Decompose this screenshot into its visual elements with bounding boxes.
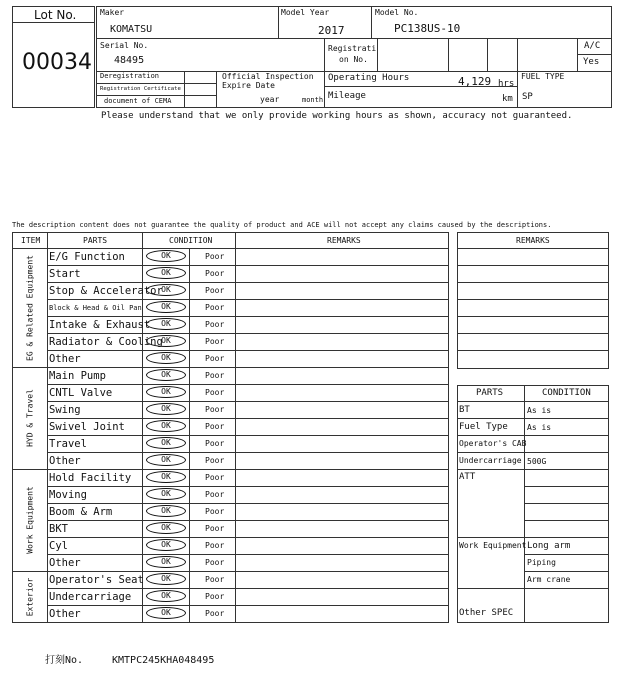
- part-name: Main Pump: [49, 370, 106, 382]
- inspection-row: [12, 299, 448, 316]
- registration-label-1: Registrati: [328, 44, 377, 53]
- part-name: Hold Facility: [49, 472, 132, 484]
- ok-mark: OK: [146, 505, 186, 517]
- ok-mark: OK: [146, 454, 186, 466]
- poor-option: Poor: [205, 405, 225, 414]
- poor-option: Poor: [205, 269, 225, 278]
- lot-number: 00034: [22, 50, 92, 75]
- part-name: Other: [49, 455, 81, 467]
- inspection-row: [12, 350, 448, 367]
- inspection-label-1: Official Inspection: [222, 72, 314, 81]
- poor-option: Poor: [205, 609, 225, 618]
- parts-panel: [457, 385, 609, 623]
- inspection-rows: [12, 248, 449, 623]
- lot-label: Lot No.: [34, 8, 77, 22]
- model-no-value: PC138US-10: [394, 22, 461, 35]
- inspection-row: [12, 265, 448, 282]
- ok-mark: OK: [146, 607, 186, 619]
- part-name: Intake & Exhaust: [49, 319, 151, 331]
- item-group-label: Work Equipment: [25, 486, 34, 554]
- part-name: Stop & Accelerator: [49, 285, 163, 297]
- inspection-row: [12, 367, 448, 384]
- inspection-row: [12, 435, 448, 452]
- operating-hours-label: Operating Hours: [328, 73, 410, 83]
- part-name: Start: [49, 268, 81, 280]
- parts-panel-col-condition: CONDITION: [542, 388, 591, 398]
- part-name: BKT: [49, 523, 68, 535]
- part-name: Moving: [49, 489, 87, 501]
- model-year-value: 2017: [318, 24, 345, 37]
- part-name: Other: [49, 557, 81, 569]
- part-name: Undercarriage: [49, 591, 132, 603]
- poor-option: Poor: [205, 473, 225, 482]
- inspection-row: [12, 282, 448, 299]
- col-item-header: ITEM: [21, 236, 41, 245]
- km-label: km: [502, 94, 513, 104]
- registration-label-2: on No.: [339, 55, 368, 64]
- ok-mark: OK: [146, 318, 186, 330]
- work-equipment-label: Work Equipment: [459, 541, 527, 550]
- deregistration-label: Deregistration: [100, 72, 160, 80]
- part-name: Block & Head & Oil Pan: [49, 304, 142, 312]
- poor-option: Poor: [205, 456, 225, 465]
- part-name: Operator's Seat: [49, 574, 144, 586]
- parts-row-cond: As is: [527, 406, 552, 415]
- inspection-row: [12, 571, 448, 588]
- parts-row-part: Undercarriage: [459, 456, 522, 465]
- ok-mark: OK: [146, 284, 186, 296]
- inspection-row: [12, 588, 448, 605]
- part-name: CNTL Valve: [49, 387, 113, 399]
- mileage-label: Mileage: [328, 91, 366, 101]
- work-equipment-value: Piping: [527, 558, 556, 567]
- disclaimer: The description content does not guarantee the quality of product and ACE will not accept any claims caused by the descriptions.: [12, 221, 552, 229]
- fuel-type-value: SP: [522, 92, 533, 102]
- ok-mark: OK: [146, 488, 186, 500]
- stamp-value: KMTPC245KHA048495: [112, 655, 215, 666]
- poor-option: Poor: [205, 439, 225, 448]
- item-group-label: EG & Related Equipment: [25, 254, 34, 361]
- ok-mark: OK: [146, 522, 186, 534]
- item-group-label: Exterior: [25, 577, 34, 616]
- poor-option: Poor: [205, 490, 225, 499]
- inspection-row: [12, 401, 448, 418]
- ok-mark: OK: [146, 590, 186, 602]
- row-divider: [12, 622, 449, 623]
- ac-label: A/C: [584, 41, 601, 51]
- serial-value: 48495: [114, 55, 145, 66]
- poor-option: Poor: [205, 592, 225, 601]
- ac-value: Yes: [583, 57, 600, 67]
- att-label: ATT: [459, 472, 476, 482]
- poor-option: Poor: [205, 507, 225, 516]
- work-equipment-value: Long arm: [527, 541, 571, 551]
- inspection-row: [12, 605, 448, 622]
- fuel-type-label: FUEL TYPE: [521, 72, 565, 81]
- part-name: Boom & Arm: [49, 506, 113, 518]
- poor-option: Poor: [205, 286, 225, 295]
- poor-option: Poor: [205, 541, 225, 550]
- col-condition-header: CONDITION: [169, 236, 213, 245]
- poor-option: Poor: [205, 558, 225, 567]
- inspection-row: [12, 418, 448, 435]
- poor-option: Poor: [205, 524, 225, 533]
- poor-option: Poor: [205, 303, 225, 312]
- poor-option: Poor: [205, 337, 225, 346]
- ok-mark: OK: [146, 573, 186, 585]
- model-year-label: Model Year: [281, 8, 330, 17]
- ok-mark: OK: [146, 471, 186, 483]
- part-name: Cyl: [49, 540, 68, 552]
- inspection-table: [12, 232, 449, 623]
- col-parts-header: PARTS: [83, 236, 108, 245]
- work-equipment-value: Arm crane: [527, 575, 571, 584]
- hrs-label: hrs: [498, 79, 515, 89]
- maker-label: Maker: [100, 8, 125, 17]
- year-label: year: [260, 95, 280, 104]
- ok-mark: OK: [146, 250, 186, 262]
- inspection-row: [12, 537, 448, 554]
- item-group-label: HYD & Travel: [25, 389, 34, 447]
- ok-mark: OK: [146, 437, 186, 449]
- poor-option: Poor: [205, 354, 225, 363]
- ok-mark: OK: [146, 267, 186, 279]
- parts-row-part: BT: [459, 405, 470, 415]
- ok-mark: OK: [146, 352, 186, 364]
- stamp-label: 打刻No.: [45, 655, 84, 666]
- inspection-row: [12, 384, 448, 401]
- ok-mark: OK: [146, 386, 186, 398]
- parts-panel-col-parts: PARTS: [476, 388, 504, 398]
- part-name: Swing: [49, 404, 81, 416]
- part-name: Other: [49, 353, 81, 365]
- ok-mark: OK: [146, 369, 186, 381]
- model-no-label: Model No.: [375, 8, 419, 17]
- poor-option: Poor: [205, 371, 225, 380]
- poor-option: Poor: [205, 422, 225, 431]
- inspection-row: [12, 316, 448, 333]
- ok-mark: OK: [146, 335, 186, 347]
- month-label: month: [302, 96, 324, 104]
- parts-row-cond: As is: [527, 423, 552, 432]
- col-remarks-header: REMARKS: [327, 236, 361, 245]
- parts-row-part: Fuel Type: [459, 422, 508, 432]
- serial-label: Serial No.: [100, 41, 149, 50]
- ok-mark: OK: [146, 556, 186, 568]
- ok-mark: OK: [146, 301, 186, 313]
- hours-note: Please understand that we only provide working hours as shown, accuracy not guaranteed.: [101, 111, 573, 121]
- poor-option: Poor: [205, 575, 225, 584]
- poor-option: Poor: [205, 320, 225, 329]
- ok-mark: OK: [146, 403, 186, 415]
- inspection-label-2: Expire Date: [222, 81, 275, 90]
- poor-option: Poor: [205, 252, 225, 261]
- reg-cert-label: Registration Certificate: [100, 85, 181, 92]
- parts-row-cond: 500G: [527, 457, 547, 466]
- inspection-row: [12, 486, 448, 503]
- maker-value: KOMATSU: [110, 24, 153, 35]
- part-name: Radiator & Cooling: [49, 336, 163, 348]
- ok-mark: OK: [146, 539, 186, 551]
- inspection-row: [12, 248, 448, 265]
- inspection-row: [12, 333, 448, 350]
- ok-mark: OK: [146, 420, 186, 432]
- inspection-row: [12, 503, 448, 520]
- part-name: Travel: [49, 438, 87, 450]
- remarks-panel: [457, 232, 609, 369]
- inspection-row: [12, 452, 448, 469]
- other-spec-label: Other SPEC: [459, 608, 514, 618]
- poor-option: Poor: [205, 388, 225, 397]
- operating-hours-value: 4,129: [458, 75, 492, 88]
- inspection-row: [12, 520, 448, 537]
- inspection-row: [12, 554, 448, 571]
- cema-label: document of CEMA: [104, 97, 172, 105]
- part-name: E/G Function: [49, 251, 125, 263]
- inspection-row: [12, 469, 448, 486]
- part-name: Other: [49, 608, 81, 620]
- part-name: Swivel Joint: [49, 421, 125, 433]
- remarks-panel-title: REMARKS: [516, 236, 550, 245]
- parts-row-part: Operator's CAB: [459, 439, 527, 448]
